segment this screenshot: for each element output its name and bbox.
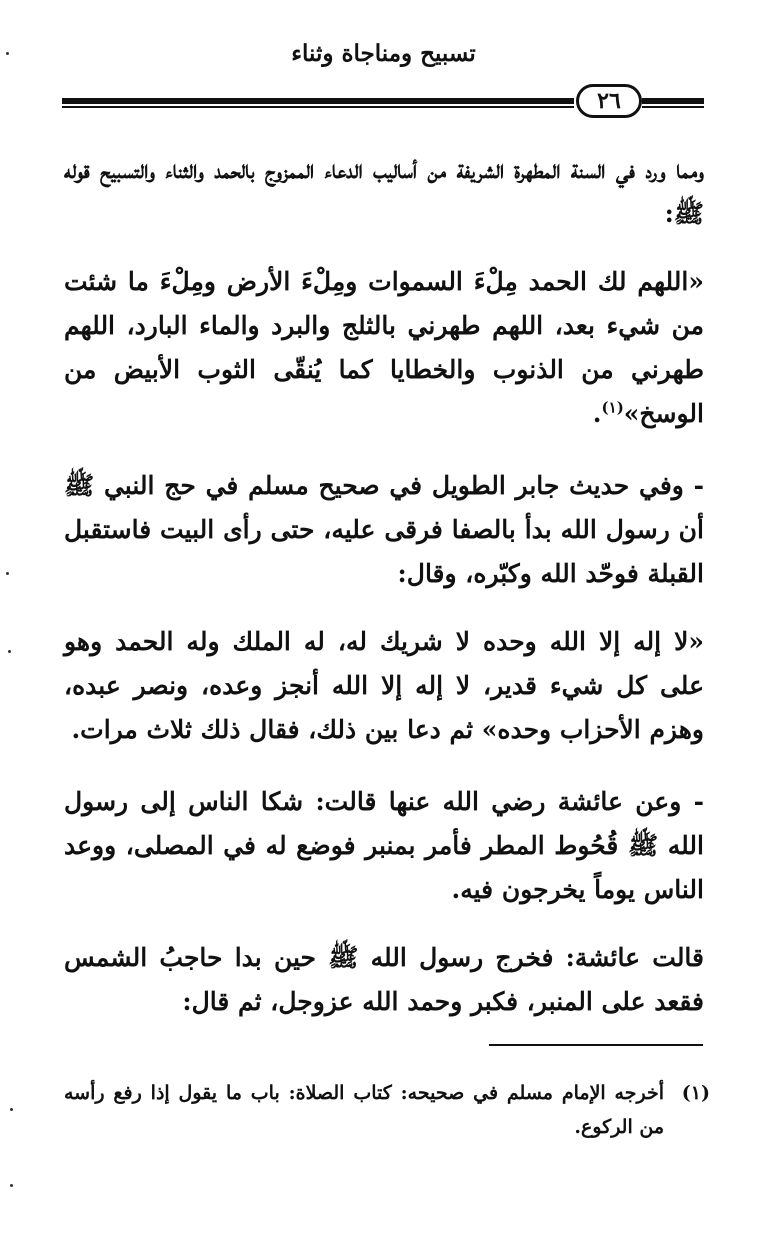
footnote-marker: (١) xyxy=(681,1082,710,1104)
header-rule-right xyxy=(642,98,704,104)
paragraph-quote-1 xyxy=(64,260,704,436)
header-rule-left xyxy=(62,98,574,104)
running-title: تسبيح ومناجاة وثناء xyxy=(291,40,476,67)
header-rule xyxy=(62,84,704,120)
paragraph-aisha: - وعن عائشة رضي الله عنها قالت: شكا الناس إلى رسول الله ﷺ قُحُوط المطر فأمر بمنبر فوضع له في المصلى، ووعد الناس يوماً يخرجون فيه. xyxy=(64,787,704,904)
paragraph-aisha-2: قالت عائشة: فخرج رسول الله ﷺ حين بدا حاجبُ الشمس فقعد على المنبر، فكبر وحمد الله عزوجل، ثم قال: xyxy=(64,943,704,1016)
page-number: ٢٦ xyxy=(576,84,642,118)
margin-dot xyxy=(6,572,9,575)
quote-1-text: «اللهم لك الحمد مِلْءَ السموات ومِلْءَ الأرض ومِلْءَ ما شئت من شيء بعد، اللهم طهرني بالثلج والبرد والماء البارد، اللهم طهرني من الذنوب والخطايا كما يُنقّى الثوب الأبيض من الوسخ» xyxy=(64,267,704,428)
header-rule-left-thin xyxy=(62,106,574,108)
body-text xyxy=(64,148,704,1048)
footnote-text: أخرجه الإمام مسلم في صحيحه: كتاب الصلاة: باب ما يقول إذا رفع رأسه من الركوع. xyxy=(64,1082,664,1138)
margin-dot xyxy=(8,650,11,653)
paragraph-jabir: - وفي حديث جابر الطويل في صحيح مسلم في حج النبي ﷺ أن رسول الله بدأ بالصفا فرقى عليه، حتى رأى البيت فاستقبل القبلة فوحّد الله وكبّره، وقال: xyxy=(64,471,704,588)
quote-1-tail: . xyxy=(592,399,602,428)
margin-dot xyxy=(6,52,9,55)
margin-dot xyxy=(10,1108,13,1111)
footnote-reference: (١) xyxy=(601,398,624,417)
footnote xyxy=(64,1076,710,1144)
header-rule-right-thin xyxy=(642,106,704,108)
paragraph-quote-2: «لا إله إلا الله وحده لا شريك له، له الملك وله الحمد وهو على كل شيء قدير، لا إله إلا الله أنجز وعده، ونصر عبده، وهزم الأحزاب وحده» ثم دعا بين ذلك، فقال ذلك ثلاث مرات. xyxy=(64,627,704,744)
paragraph-intro: ومما ورد في السنة المطهرة الشريفة من أساليب الدعاء الممزوج بالحمد والثناء والتسبيح قوله ﷺ: xyxy=(64,155,704,228)
margin-dot xyxy=(10,1184,13,1187)
footnote-separator xyxy=(489,1044,703,1046)
